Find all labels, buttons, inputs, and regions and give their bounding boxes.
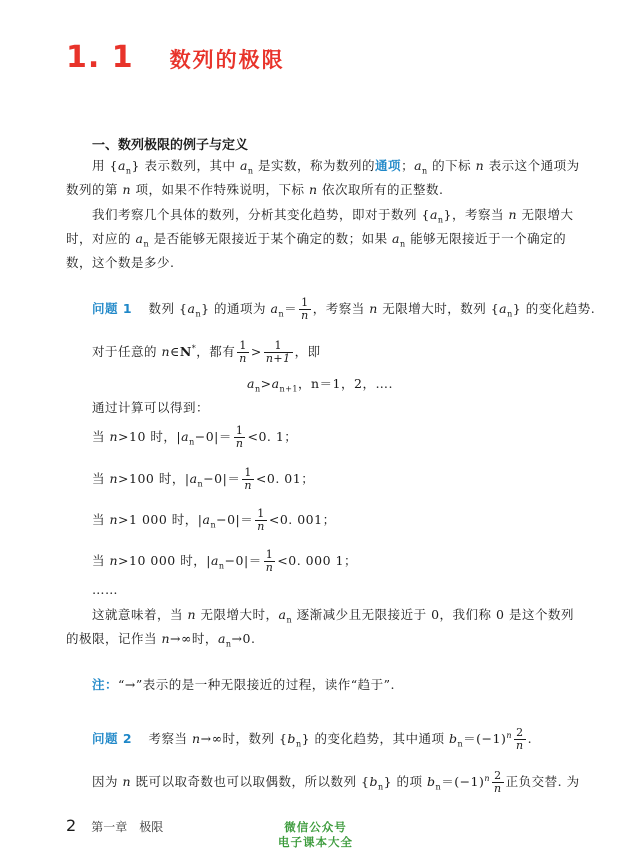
- subsection-title: 一、数列极限的例子与定义: [92, 138, 249, 153]
- para1-line2: 数列的第 n 项，如果不作特殊说明，下标 n 依次取所有的正整数.: [66, 182, 444, 197]
- page-number: 2: [66, 816, 77, 835]
- fraction: $\frac{1}{n}$: [265, 548, 274, 574]
- note: 注：“→”表示的是一种无限接近的过程，读作“趋于”.: [92, 677, 396, 692]
- fraction: $\frac{2}{n}$: [494, 769, 502, 795]
- section-number: 1. 1: [66, 40, 134, 75]
- page-footer: [66, 816, 163, 835]
- case-row: 当 n>10 时，$|a_n-0|=$ $\frac{1}{n}$ <0. 1；: [92, 424, 298, 450]
- calc-intro: 通过计算可以得到：: [92, 400, 210, 415]
- note-label: 注：: [92, 677, 119, 692]
- section-title: 数列的极限: [169, 48, 285, 72]
- fraction: $\frac{1}{n}$: [301, 296, 309, 322]
- para4-line1: 因为 n 既可以取奇数也可以取偶数，所以数列 $\{b_n\}$ 的项 $b_n=(-1)^n$ $\frac{2}{n}$ 正负交替. 为: [92, 769, 580, 795]
- fraction: $\frac{1}{n}$: [239, 339, 247, 365]
- watermark: [278, 820, 353, 850]
- section-heading: [66, 40, 285, 75]
- fraction: $\frac{1}{n+1}$: [265, 339, 291, 365]
- sequence-inequality: $a_n>a_{n+1}$，n＝1，2，….: [247, 376, 393, 394]
- para2-line1: 我们考察几个具体的数列，分析其变化趋势，即对于数列 $\{a_n\}$，考察当 n 无限增大: [92, 207, 574, 225]
- case-row: 当 n>100 时，$|a_n-0|=$ $\frac{1}{n}$ <0. 01；: [92, 466, 315, 492]
- question-2: 问题 2 考察当 n→∞时，数列 $\{b_n\}$ 的变化趋势，其中通项 $b_n=(-1)^n$ $\frac{2}{n}$ .: [92, 726, 533, 752]
- ellipsis: ……: [92, 582, 118, 597]
- para2-line3: 数，这个数是多少.: [66, 255, 175, 270]
- case-row: 当 n>10 000 时，$|a_n-0|=$ $\frac{1}{n}$ <0. 000 1；: [92, 548, 357, 574]
- para1-line1: 用 $\{a_n\}$ 表示数列，其中 $a_n$ 是实数，称为数列的通项；$a_n$ 的下标 n 表示这个通项为: [92, 158, 580, 176]
- watermark-line1: 微信公众号: [284, 820, 347, 834]
- fraction: $\frac{1}{n}$: [257, 507, 265, 533]
- watermark-line2: 电子课本大全: [278, 835, 353, 849]
- fraction: $\frac{2}{n}$: [516, 726, 524, 752]
- para3-line1: 这就意味着，当 n 无限增大时，$a_n$ 逐渐减少且无限接近于 0，我们称 0 是这个数列: [92, 607, 574, 625]
- case-row: 当 n>1 000 时，$|a_n-0|=$ $\frac{1}{n}$ <0. 001；: [92, 507, 336, 533]
- line-any-n: 对于任意的 n∈N*，都有 $\frac{1}{n}$ > $\frac{1}{n+1}$ ，即: [92, 339, 321, 365]
- question-2-label: 问题 2: [92, 731, 133, 746]
- fraction: $\frac{1}{n}$: [235, 424, 244, 450]
- chapter-label: 第一章 极限: [91, 820, 164, 834]
- fraction: $\frac{1}{n}$: [244, 466, 252, 492]
- question-1-label: 问题 1: [92, 301, 133, 316]
- para3-line2: 的极限，记作当 n→∞时，$a_n\to 0$.: [66, 631, 256, 649]
- term-highlight: 通项: [375, 158, 402, 173]
- para2-line2: 时，对应的 $a_n$ 是否能够无限接近于某个确定的数；如果 $a_n$ 能够无限接近于一个确定的: [66, 231, 567, 249]
- question-1: 问题 1 数列 $\{a_n\}$ 的通项为 $a_n=$ $\frac{1}{n}$ ，考察当 n 无限增大时，数列 $\{a_n\}$ 的变化趋势.: [92, 296, 596, 322]
